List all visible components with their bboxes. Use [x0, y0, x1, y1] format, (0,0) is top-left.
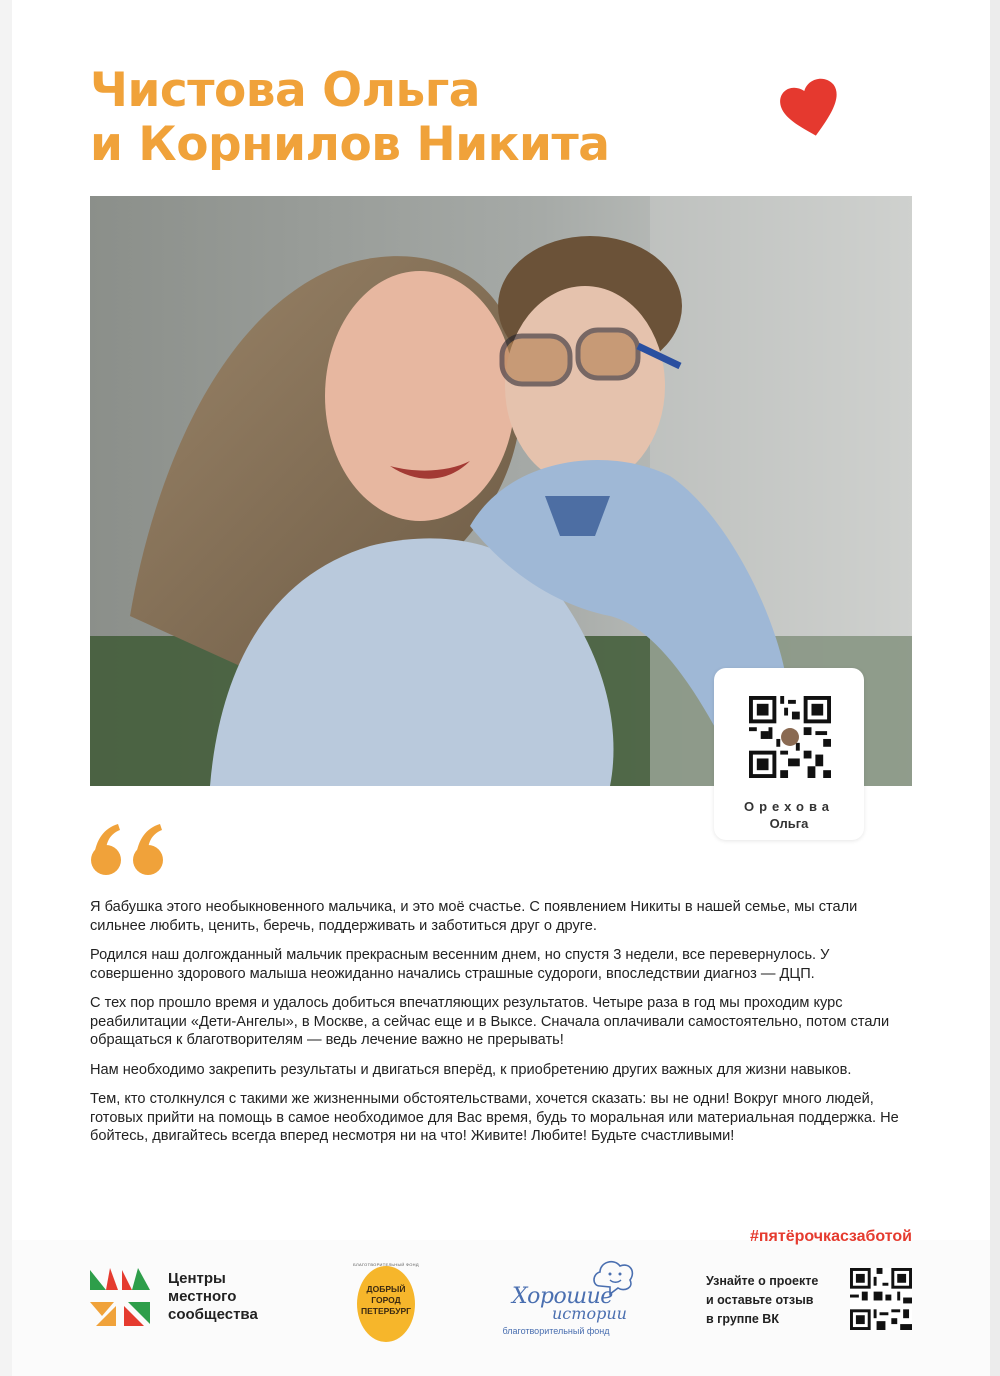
- story-paragraph: Я бабушка этого необыкновенного мальчика, и это моё счастье. С появлением Никиты в нашей семье, мы стали сильнее любить, ценить, беречь, поддерживать и заботиться друг о друге.: [90, 899, 858, 934]
- centers-line-2: местного: [168, 1288, 237, 1305]
- story-paragraph: Родился наш долгожданный мальчик прекрасным весенним днем, но спустя 3 недели, все перевернулось. У совершенно здорового малыша неожиданно начались страшные судороги, впоследствии диагноз — ДЦП.: [90, 947, 830, 982]
- vk-line-1: Узнайте о проекте: [706, 1274, 819, 1288]
- page-edge-left: [0, 0, 12, 1376]
- author-qr-card[interactable]: [714, 668, 864, 840]
- vk-line-2: и оставьте отзыв: [706, 1293, 814, 1307]
- hashtag[interactable]: #пятёрочкасзаботой: [749, 1228, 912, 1245]
- story-paragraph: Нам необходимо закрепить результаты и двигаться вперёд, к приобретению других важных для жизни навыков.: [90, 1061, 852, 1078]
- page-edge-right: [990, 0, 1000, 1376]
- horoshie-subtitle: благотворительный фонд: [502, 1326, 610, 1336]
- horoshie-word-1: Хорошие: [512, 1284, 613, 1309]
- page-title: [90, 64, 609, 172]
- story-text: [90, 898, 910, 1157]
- story-paragraph: С тех пор прошло время и удалось добиться впечатляющих результатов. Четыре раза в год мы проходим курс реабилитации «Дети-Ангелы», в Москве, а сейчас еще и в Выксе. Сначала оплачивали самостоятельно, потом стали обращаться к благотворителям — ведь лечение важно не прерывать!: [90, 995, 890, 1048]
- quote-mark-icon: [90, 822, 170, 876]
- community-centers-name: [168, 1270, 258, 1324]
- title-line-2: и Корнилов Никита: [90, 117, 610, 172]
- community-centers-logo-icon: [88, 1266, 152, 1330]
- story-paragraph: Тем, кто столкнулся с такими же жизненными обстоятельствами, хочется сказать: вы не одни! Вокруг много людей, готовых прийти на помощь в самое необходимое для Вас время, будь то моральная или материальная поддержка. Не бойтесь, двигайтесь всегда вперед несмотря ни на что! Живите! Любите! Будьте счастливыми!: [90, 1091, 899, 1144]
- title-line-1: Чистова Ольга: [90, 63, 480, 118]
- author-name: Ольга: [769, 816, 809, 831]
- dobry-name: [352, 1284, 420, 1317]
- centers-line-1: Центры: [168, 1270, 226, 1287]
- dobry-line-1: ДОБРЫЙ: [366, 1284, 406, 1294]
- vk-prompt: [706, 1272, 818, 1329]
- author-surname: Орехова: [743, 799, 834, 814]
- vk-line-3: в группе ВК: [706, 1312, 779, 1326]
- dobry-top-caption: БЛАГОТВОРИТЕЛЬНЫЙ ФОНД: [353, 1262, 419, 1267]
- qr-author: [714, 798, 864, 832]
- horoshie-istorii-logo: [486, 1256, 642, 1342]
- centers-line-3: сообщества: [168, 1306, 258, 1323]
- dobry-line-3: ПЕТЕРБУРГ: [361, 1306, 411, 1316]
- heart-icon: [776, 76, 846, 140]
- dobry-line-2: ГОРОД: [371, 1295, 401, 1305]
- vk-qr-code-icon[interactable]: [850, 1268, 912, 1330]
- qr-code-icon[interactable]: [749, 696, 831, 778]
- horoshie-word-2: истории: [552, 1304, 627, 1323]
- dobry-gorod-logo: [352, 1258, 420, 1340]
